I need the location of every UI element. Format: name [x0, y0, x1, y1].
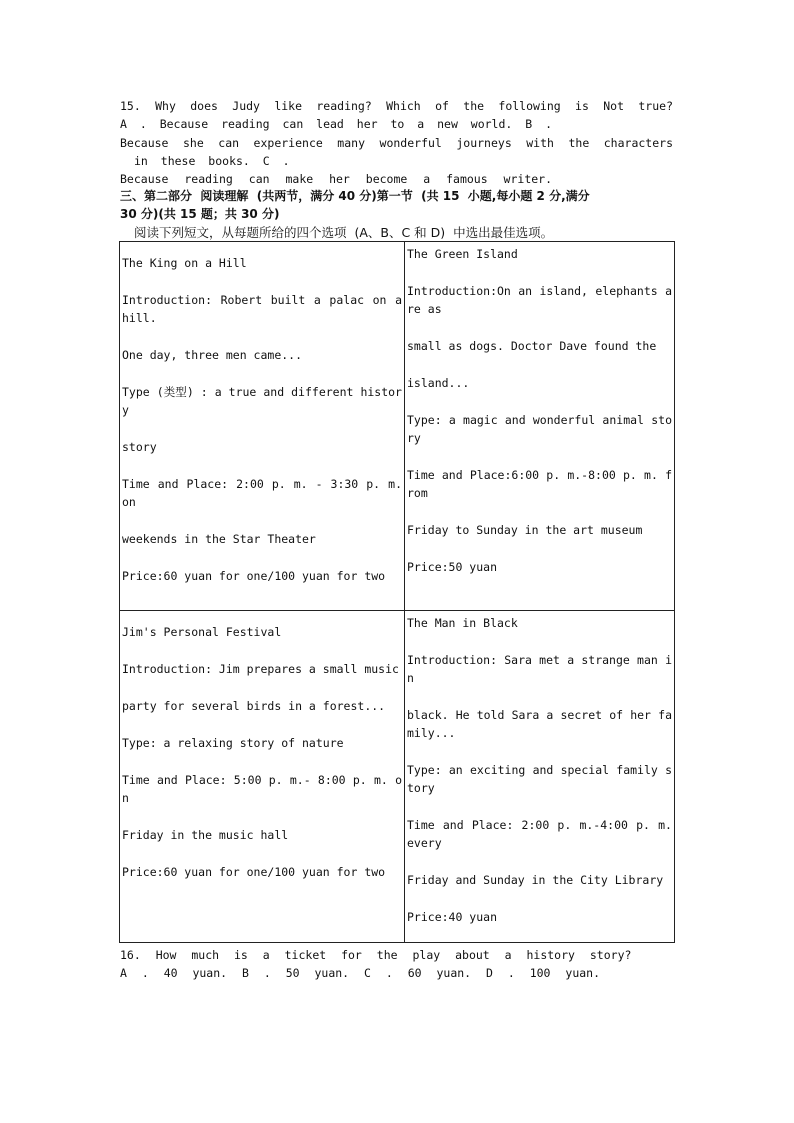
card-time-place-cont: Friday in the music hall	[122, 828, 289, 842]
card-green-island	[405, 242, 675, 611]
card-price: Price:60 yuan for one/100 yuan for two	[122, 865, 386, 879]
card-time-place-cont: Friday and Sunday in the City Library	[407, 873, 664, 887]
q15-option-line: A . Because reading can lead her to a new world. B .	[120, 117, 553, 131]
card-type-cont: story	[122, 440, 157, 454]
q16-stem: 16. How much is a ticket for the play about a history story?	[120, 948, 632, 962]
card-time-place: Time and Place: 2:00 p. m. - 3:30 p. m. on	[122, 477, 402, 509]
card-type: Type: a relaxing story of nature	[122, 736, 344, 750]
card-jims-festival	[120, 611, 405, 943]
section-heading-cont: 30 分)(共 15 题；共 30 分)	[120, 207, 280, 221]
card-time-place: Time and Place:6:00 p. m.-8:00 p. m. from	[407, 468, 672, 500]
card-intro-cont: small as dogs. Doctor Dave found the	[407, 339, 657, 353]
q15-stem: 15. Why does Judy like reading? Which of the following is Not true?	[120, 99, 673, 113]
card-intro-cont: island...	[407, 376, 470, 390]
card-time-place-cont: weekends in the Star Theater	[122, 532, 316, 546]
card-type: Type (类型) : a true and different history	[122, 385, 402, 417]
q15-option-line: Because she can experience many wonderful journeys with the characters	[120, 136, 673, 150]
card-king-on-hill	[120, 242, 405, 611]
card-time-place-cont: Friday to Sunday in the art museum	[407, 523, 643, 537]
card-time-place: Time and Place: 2:00 p. m.-4:00 p. m. every	[407, 818, 672, 850]
card-intro: Introduction: Robert built a palac on a hill.	[122, 293, 402, 325]
card-intro-cont: One day, three men came...	[122, 348, 303, 362]
card-type: Type: a magic and wonderful animal story	[407, 413, 672, 445]
card-intro: Introduction: Sara met a strange man in	[407, 653, 672, 685]
card-man-in-black	[405, 611, 675, 943]
card-intro: Introduction:On an island, elephants are as	[407, 284, 672, 316]
card-title: The Green Island	[407, 247, 518, 261]
card-intro-cont: party for several birds in a forest...	[122, 699, 386, 713]
card-price: Price:60 yuan for one/100 yuan for two	[122, 569, 386, 583]
card-price: Price:40 yuan	[407, 910, 498, 924]
q15-option-line: in these books. C .	[134, 154, 290, 168]
card-title: Jim's Personal Festival	[122, 625, 282, 639]
card-title: The King on a Hill	[122, 256, 247, 270]
section-instruction: 阅读下列短文，从每题所给的四个选项 (A、B、C 和 D) 中选出最佳选项。	[134, 225, 554, 240]
card-time-place: Time and Place: 5:00 p. m.- 8:00 p. m. on	[122, 773, 402, 805]
card-price: Price:50 yuan	[407, 560, 498, 574]
reading-table	[119, 241, 675, 943]
card-type: Type: an exciting and special family story	[407, 763, 672, 795]
section-heading: 三、第二部分 阅读理解 (共两节，满分 40 分)第一节 (共 15 小题,每小题 2 分,满分	[120, 189, 590, 203]
card-intro: Introduction: Jim prepares a small music	[122, 662, 399, 676]
q16-options: A . 40 yuan. B . 50 yuan. C . 60 yuan. D . 100 yuan.	[120, 966, 601, 980]
card-intro-cont: black. He told Sara a secret of her family...	[407, 708, 672, 740]
card-title: The Man in Black	[407, 616, 518, 630]
q15-option-line: Because reading can make her become a famous writer.	[120, 172, 553, 186]
